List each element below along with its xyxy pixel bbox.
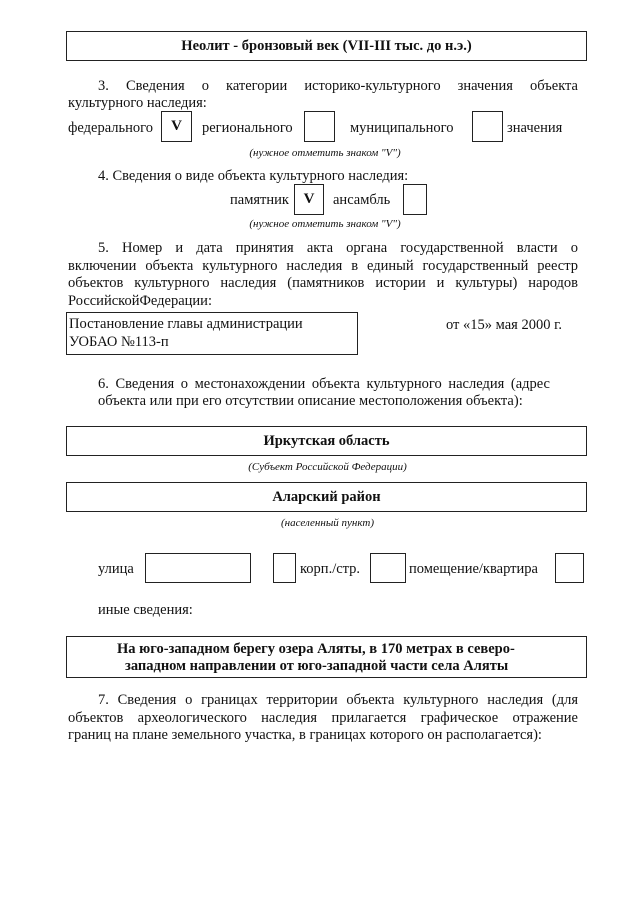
section5-text-line4: РоссийскойФедерации: — [68, 293, 212, 309]
other-label: иные сведения: — [98, 602, 193, 618]
category-suffix: значения — [507, 120, 563, 136]
period-title: Неолит - бронзовый век (VII-III тыс. до н.э.) — [181, 38, 472, 54]
section5-text-line3: объектов культурного наследия (памятников истории и культуры) народов — [68, 275, 578, 291]
subject-box — [66, 426, 587, 456]
building-field[interactable] — [370, 553, 406, 583]
subject-hint: (Субъект Российской Федерации) — [248, 461, 407, 473]
room-label: помещение/квартира — [409, 561, 538, 577]
category-checkbox-federal[interactable]: V — [161, 111, 192, 142]
act-box — [66, 312, 358, 355]
type-checkbox-ensemble[interactable] — [403, 184, 427, 215]
type-label-ensemble: ансамбль — [333, 192, 391, 208]
section5-text-line2: включении объекта культурного наследия в единый государственный реестр — [68, 257, 578, 274]
act-date: от «15» мая 2000 г. — [446, 317, 563, 333]
type-checkbox-monument[interactable]: V — [294, 184, 324, 215]
period-box — [66, 31, 587, 61]
section3-heading-line2: культурного наследия: — [68, 95, 207, 111]
street-label: улица — [98, 561, 134, 577]
section3-hint: (нужное отметить знаком "V") — [249, 147, 401, 159]
other-info-box — [66, 636, 587, 678]
settlement-hint: (населенный пункт) — [281, 517, 374, 529]
street-field[interactable] — [145, 553, 251, 583]
category-checkbox-regional[interactable] — [304, 111, 335, 142]
section3-heading-line1: 3. Сведения о категории историко-культурного значения объекта — [98, 78, 578, 94]
category-label-federal: федерального — [68, 120, 153, 136]
category-label-municipal: муниципального — [350, 120, 454, 136]
section5-text-line1: 5. Номер и дата принятия акта органа государственной власти о — [98, 240, 578, 256]
section4-hint: (нужное отметить знаком "V") — [249, 218, 401, 230]
type-label-monument: памятник — [230, 192, 289, 208]
section6-text-line2: объекта или при его отсутствии описание местоположения объекта): — [98, 393, 523, 409]
subject-value: Иркутская область — [263, 433, 390, 449]
settlement-box — [66, 482, 587, 512]
section6-text-line1: 6. Сведения о местонахождении объекта культурного наследия (адрес — [98, 376, 550, 392]
other-info-line1: На юго-западном берегу озера Аляты, в 170 метрах в северо- — [117, 641, 515, 657]
house-field[interactable] — [273, 553, 296, 583]
settlement-value: Аларский район — [272, 489, 381, 505]
room-field[interactable] — [555, 553, 584, 583]
building-label: корп./стр. — [300, 561, 361, 577]
act-line1: Постановление главы администрации — [69, 316, 303, 332]
category-label-regional: регионального — [202, 120, 293, 136]
section7-text-line1: 7. Сведения о границах территории объекта культурного наследия (для — [98, 692, 578, 708]
other-info-line2: западном направлении от юго-западной части села Аляты — [125, 658, 509, 674]
section4-heading: 4. Сведения о виде объекта культурного наследия: — [98, 168, 409, 184]
category-checkbox-municipal[interactable] — [472, 111, 503, 142]
section7-text-line3: границ на плане земельного участка, в границах которого он располагается): — [68, 727, 542, 743]
act-line2: УОБАО №113-п — [69, 334, 169, 350]
section7-text-line2: объектов археологического наследия прилагается графическое отражение — [68, 709, 578, 726]
